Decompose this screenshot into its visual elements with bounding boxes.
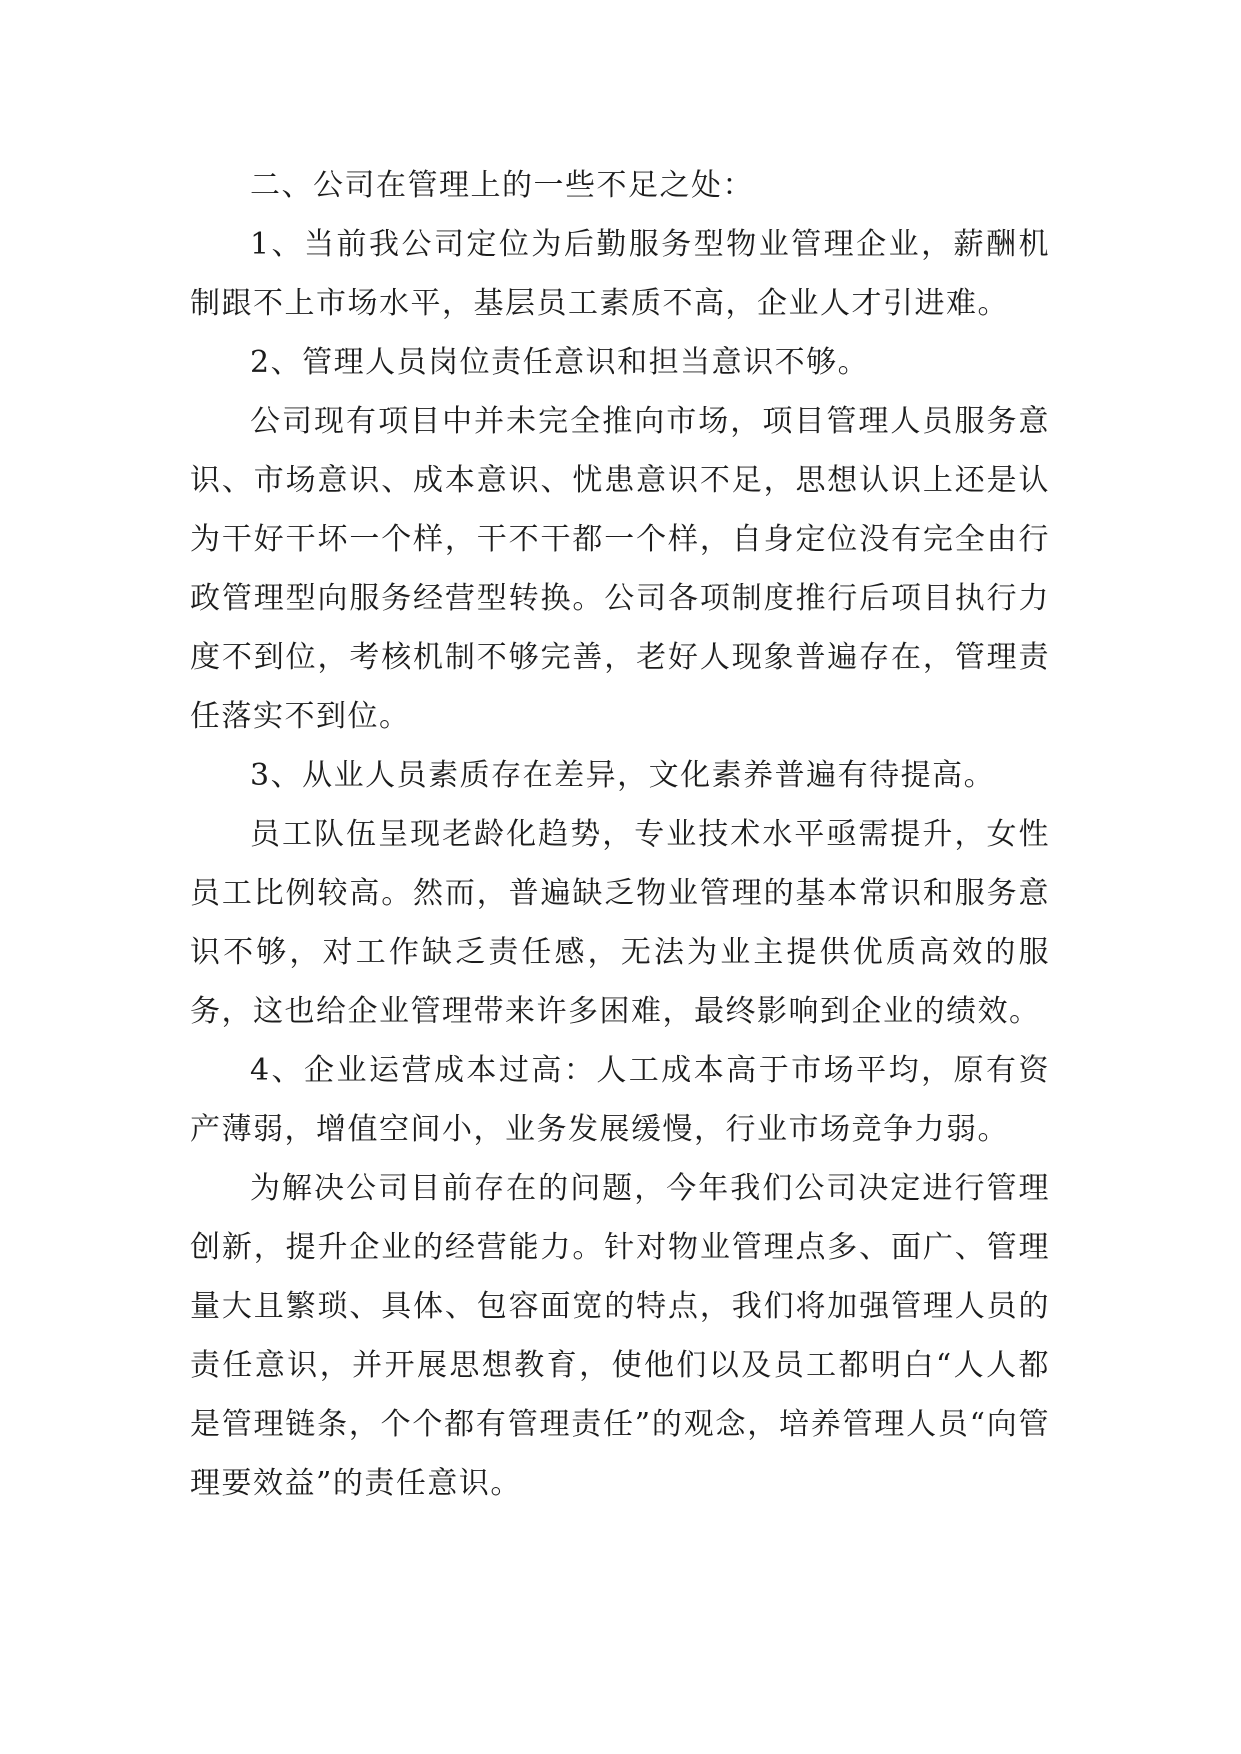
paragraph-item-2-detail: 公司现有项目中并未完全推向市场，项目管理人员服务意识、市场意识、成本意识、忧患意识不足，思想认识上还是认为干好干坏一个样，干不干都一个样，自身定位没有完全由行政管理型向服务经营型转换。公司各项制度推行后项目执行力度不到位，考核机制不够完善，老好人现象普遍存在，管理责任落实不到位。 [190, 404, 1050, 734]
paragraph-item-4: 4、企业运营成本过高：人工成本高于市场平均，原有资产薄弱，增值空间小，业务发展缓慢，行业市场竞争力弱。 [190, 1053, 1050, 1147]
paragraph-item-1: 1、当前我公司定位为后勤服务型物业管理企业，薪酬机制跟不上市场水平，基层员工素质不高，企业人才引进难。 [190, 227, 1050, 321]
paragraph-item-3: 3、从业人员素质存在差异，文化素养普遍有待提高。 [250, 758, 996, 793]
section-heading: 二、公司在管理上的一些不足之处： [250, 168, 754, 203]
paragraph-item-2: 2、管理人员岗位责任意识和担当意识不够。 [250, 345, 870, 380]
document-body [190, 156, 1050, 1513]
paragraph-item-3-detail: 员工队伍呈现老龄化趋势，专业技术水平亟需提升，女性员工比例较高。然而，普遍缺乏物业管理的基本常识和服务意识不够，对工作缺乏责任感，无法为业主提供优质高效的服务，这也给企业管理带来许多困难，最终影响到企业的绩效。 [190, 817, 1050, 1029]
paragraph-conclusion: 为解决公司目前存在的问题，今年我们公司决定进行管理创新，提升企业的经营能力。针对物业管理点多、面广、管理量大且繁琐、具体、包容面宽的特点，我们将加强管理人员的责任意识，并开展思想教育，使他们以及员工都明白“人人都是管理链条，个个都有管理责任”的观念，培养管理人员“向管理要效益”的责任意识。 [190, 1171, 1050, 1501]
